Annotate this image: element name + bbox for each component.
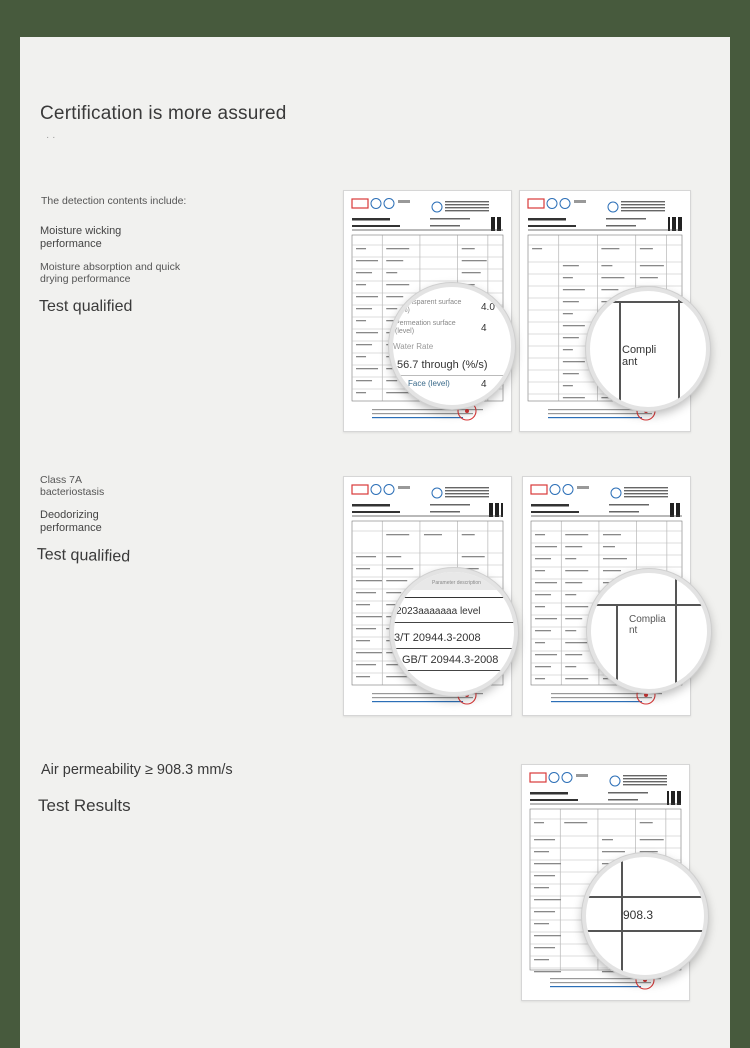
section3-result: Test Results [38,796,131,815]
moisture-absorption-label: Moisture absorption and quick drying performance [40,261,181,286]
deodorizing-label: Deodorizing performance [40,509,102,534]
institute-logo-icon [610,776,620,786]
ilac-logo-icon [371,485,381,495]
cma-logo-icon [528,199,544,208]
cnas-logo-icon [563,485,573,495]
row1-label: Transparent surface (%) [399,299,462,314]
qr-code-icon [491,217,501,231]
cnas-logo-icon [384,199,394,209]
permeability-value: 908.3 [623,908,654,922]
row5-value: 4 [481,379,487,390]
certification-panel [20,37,730,1048]
magnifier-compliant [587,569,711,693]
row1-value: 4.0 [481,302,495,313]
institute-logo-icon [611,488,621,498]
title-dots: · · [46,132,56,143]
magnifier-permeability-value [582,853,708,979]
parameter-header: Parameter description [432,580,481,586]
page-title: Certification is more assured [40,103,287,124]
institute-logo-icon [432,202,442,212]
qr-code-icon [667,791,681,805]
ilac-logo-icon [549,773,559,783]
cma-logo-icon [352,199,368,208]
qr-code-icon [489,503,503,517]
cma-logo-icon [530,773,546,782]
magnifier-standard-values [390,568,518,696]
ilac-logo-icon [371,199,381,209]
magnifier-moisture-values [389,283,515,409]
row2-label: Permeation surface (level) [395,320,456,335]
cnas-logo-icon [560,199,570,209]
section2-result: Test qualified [36,546,131,566]
qr-code-icon [668,217,682,231]
compliant-text: Compli ant [622,344,657,369]
ilac-logo-icon [550,485,560,495]
row2-value: 4 [481,323,487,334]
standard-row2: GB/T 20944.3-2008 [402,654,499,666]
row5-label: Face (level) [408,379,450,388]
cma-logo-icon [352,485,368,494]
cnas-logo-icon [562,773,572,783]
standard-row1: 3/T 20944.3-2008 [394,632,481,644]
compliant-text: Complia nt [629,614,666,636]
bacteriostasis-label: Class 7A bacteriostasis [40,474,105,499]
air-permeability-label: Air permeability ≥ 908.3 mm/s [41,762,233,778]
cnas-logo-icon [384,485,394,495]
row4-text: 56.7 through (%/s) [397,359,488,371]
qr-code-icon [670,503,680,517]
cma-logo-icon [531,485,547,494]
ilac-logo-icon [547,199,557,209]
magnifier-compliant [586,287,710,411]
detection-intro: The detection contents include: [41,195,187,207]
moisture-wicking-label: Moisture wicking performance [40,225,122,250]
institute-logo-icon [608,202,618,212]
level-row: 2023aaaaaaa level [396,606,481,617]
section1-result: Test qualified [39,298,133,315]
institute-logo-icon [432,488,442,498]
row3-label: Water Rate [393,342,434,351]
